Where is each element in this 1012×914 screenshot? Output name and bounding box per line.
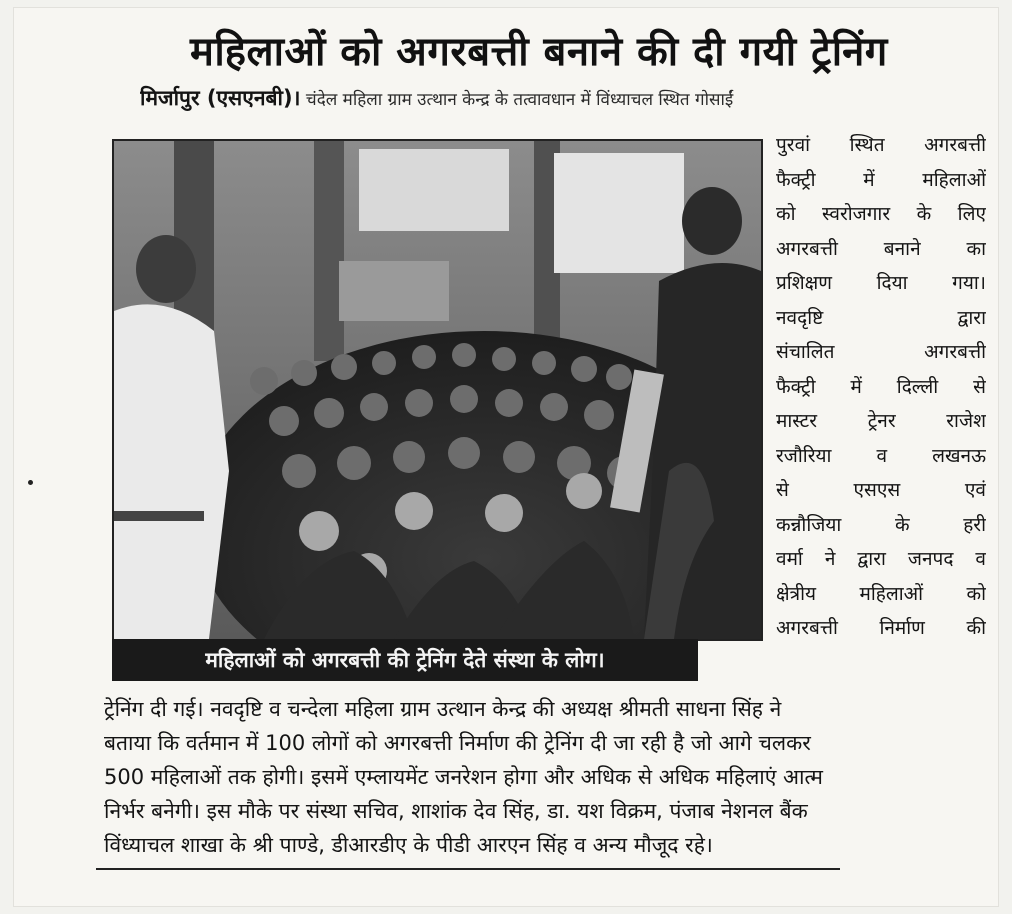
text-line: को स्वरोजगार के लिए bbox=[776, 203, 986, 225]
text-line: मास्टर ट्रेनर राजेश bbox=[776, 410, 986, 432]
text-line: बताया कि वर्तमान में 100 लोगों को अगरबत्ती निर्माण की ट्रेनिंग दी जा रही है जो आगे चलकर bbox=[104, 731, 811, 755]
text-line: विंध्याचल शाखा के श्री पाण्डे, डीआरडीए के पीडी आरएन सिंह व अन्य मौजूद रहे। bbox=[104, 833, 713, 857]
text-line: से एसएस एवं bbox=[776, 479, 986, 501]
text-line: क्षेत्रीय महिलाओं को bbox=[776, 582, 986, 605]
text-line: नवदृष्टि द्वारा bbox=[776, 306, 986, 329]
text-line: फैक्ट्री में महिलाओं bbox=[776, 168, 986, 191]
text-line: 500 महिलाओं तक होगी। इसमें एम्लायमेंट जनरेशन होगा और अधिक से अधिक महिलाएं आत्म bbox=[104, 765, 823, 789]
text-line: ट्रेनिंग दी गई। नवदृष्टि व चन्देला महिला ग्राम उत्थान केन्द्र की अध्यक्ष श्रीमती साधना सिंह ने bbox=[104, 697, 782, 721]
text-line: पुरवां स्थित अगरबत्ती bbox=[776, 134, 986, 156]
side-column-text bbox=[776, 128, 986, 646]
text-line: वर्मा ने द्वारा जनपद व bbox=[776, 548, 986, 570]
intro-line bbox=[140, 84, 1000, 112]
headline: महिलाओं को अगरबत्ती बनाने की दी गयी ट्रेनिंग bbox=[190, 29, 888, 75]
photo-caption: महिलाओं को अगरबत्ती की ट्रेनिंग देते संस्था के लोग। bbox=[112, 639, 698, 681]
text-line: अगरबत्ती बनाने का bbox=[776, 237, 986, 260]
text-line: फैक्ट्री में दिल्ली से bbox=[776, 375, 986, 398]
pen-underline-mark bbox=[96, 868, 840, 870]
intro-lead-text: चंदेल महिला ग्राम उत्थान केन्द्र के तत्वावधान में विंध्याचल स्थित गोसाईं bbox=[300, 90, 734, 110]
text-line: रजौरिया व लखनऊ bbox=[776, 444, 986, 467]
text-line: निर्भर बनेगी। इस मौके पर संस्था सचिव, शाशांक देव सिंह, डा. यश विक्रम, पंजाब नेशनल बैंक bbox=[104, 799, 808, 823]
text-line: संचालित अगरबत्ती bbox=[776, 341, 986, 363]
news-photo bbox=[112, 139, 763, 641]
text-line: कन्नौजिया के हरी bbox=[776, 513, 986, 536]
dateline: मिर्जापुर (एसएनबी)। bbox=[140, 86, 301, 110]
margin-dot bbox=[28, 480, 33, 485]
text-line: अगरबत्ती निर्माण की bbox=[776, 617, 986, 639]
body-text bbox=[104, 692, 984, 862]
text-line: प्रशिक्षण दिया गया। bbox=[776, 272, 986, 294]
